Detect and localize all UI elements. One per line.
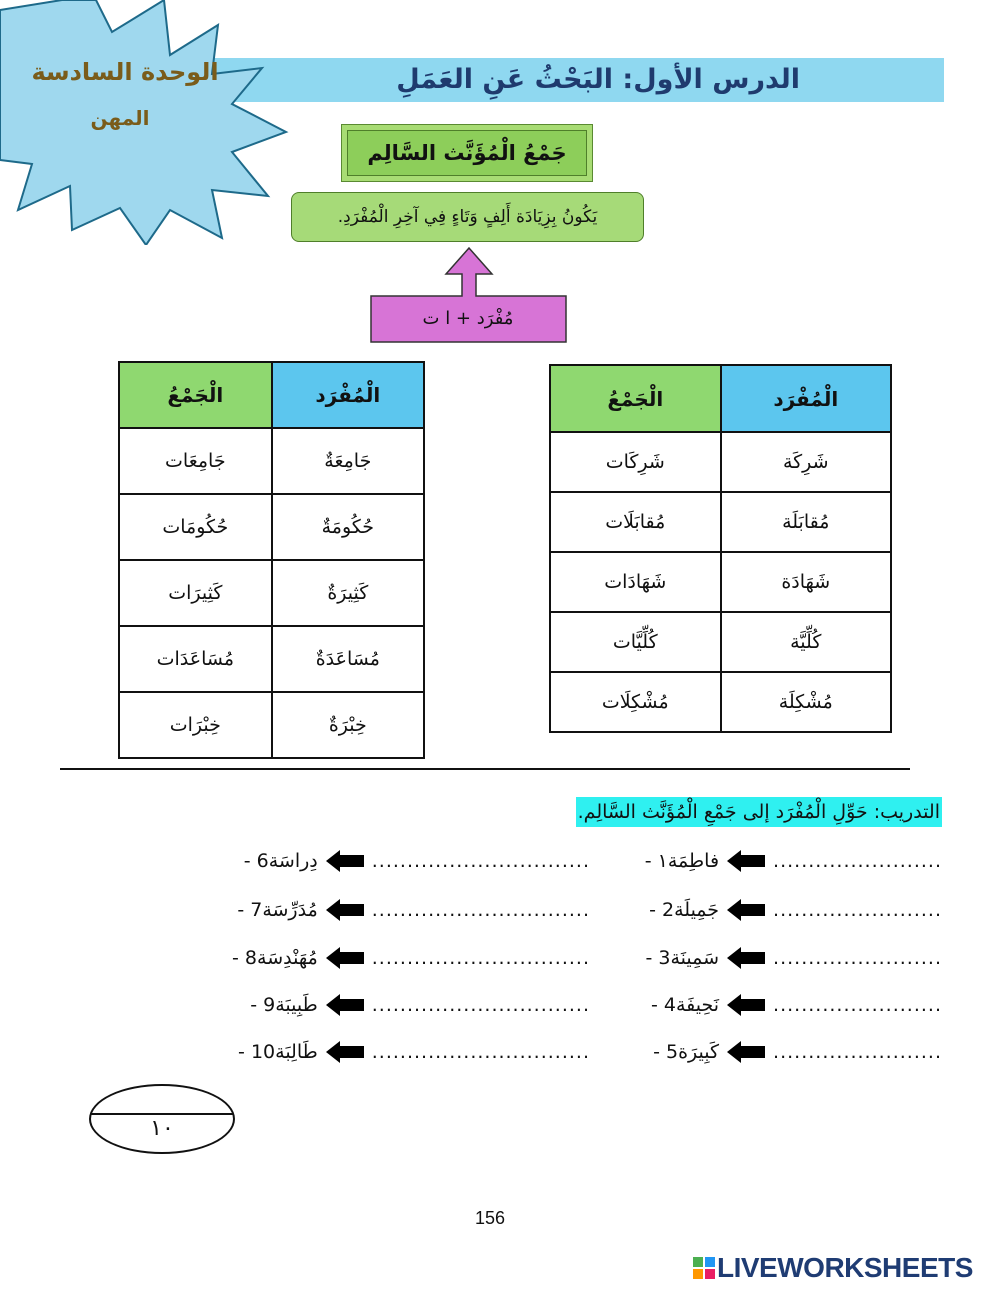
answer-blank[interactable]: ...............................	[371, 899, 590, 921]
singular-cell: حُكُومَةٌ	[272, 494, 424, 560]
left-arrow-icon	[326, 947, 364, 969]
vocab-table-right	[549, 364, 892, 733]
header-singular: الْمُفْرَد	[272, 362, 424, 428]
plural-cell: حُكُومَات	[119, 494, 272, 560]
vocab-table-left	[118, 361, 425, 759]
plural-cell: خِبْرَات	[119, 692, 272, 758]
item-word: دِراسَة	[268, 850, 318, 872]
table-row	[119, 494, 424, 560]
singular-cell: شَهَادَة	[721, 552, 891, 612]
formula-text: مُفْرَد + ا ت	[422, 308, 514, 329]
item-number: 5 -	[653, 1041, 679, 1063]
plural-cell: كَثِيرَات	[119, 560, 272, 626]
rule-text: يَكُونُ بِزِيَادَة أَلِفٍ وَتَاءٍ فِي آخِرِ الْمُفْرَدِ.	[337, 207, 598, 227]
header-plural: الْجَمْعُ	[550, 365, 721, 432]
table-row	[550, 612, 891, 672]
item-word: طَالِبَة	[275, 1041, 318, 1063]
answer-blank[interactable]: ........................	[773, 947, 942, 969]
plural-cell: شَهَادَات	[550, 552, 721, 612]
brand-name: LIVEWORKSHEETS	[717, 1252, 973, 1283]
item-number: 6 -	[243, 850, 269, 872]
plural-cell: مُقابَلَات	[550, 492, 721, 552]
plural-cell: جَامِعَات	[119, 428, 272, 494]
left-arrow-icon	[326, 850, 364, 872]
item-number: 4 -	[650, 994, 676, 1016]
concept-title: جَمْعُ الْمُؤَنَّث السَّالِم	[367, 141, 567, 165]
exercise-item	[244, 989, 590, 1021]
left-arrow-icon	[326, 1041, 364, 1063]
answer-blank[interactable]: ...............................	[371, 947, 590, 969]
header-plural: الْجَمْعُ	[119, 362, 272, 428]
item-number: 8 -	[232, 947, 258, 969]
left-arrow-icon	[727, 850, 765, 872]
left-arrow-icon	[727, 899, 765, 921]
exercise-item	[226, 942, 590, 974]
item-word: مُدَرِّسَة	[262, 899, 318, 921]
table-row	[119, 428, 424, 494]
answer-blank[interactable]: ........................	[773, 1041, 942, 1063]
plural-cell: شَرِكَات	[550, 432, 721, 492]
item-number: 7 -	[237, 899, 263, 921]
left-arrow-icon	[326, 899, 364, 921]
table-row	[119, 626, 424, 692]
item-word: سَمِينَة	[670, 947, 720, 969]
singular-cell: مُشْكِلَة	[721, 672, 891, 732]
table-row	[119, 560, 424, 626]
item-word: طَبِيبَة	[275, 994, 318, 1016]
left-arrow-icon	[727, 947, 765, 969]
item-number: 10 -	[238, 1041, 276, 1063]
item-number: 2 -	[649, 899, 675, 921]
score-total: ١٠	[150, 1116, 174, 1141]
exercise-item	[231, 894, 590, 926]
item-word: نَحِيفَة	[675, 994, 720, 1016]
answer-blank[interactable]: ........................	[773, 899, 942, 921]
item-number: ١ -	[644, 850, 668, 872]
answer-blank[interactable]: ........................	[773, 850, 942, 872]
exercise-item	[238, 845, 590, 877]
exercise-item	[232, 1036, 590, 1068]
singular-cell: شَرِكَة	[721, 432, 891, 492]
singular-cell: خِبْرَةٌ	[272, 692, 424, 758]
section-divider	[60, 768, 910, 770]
exercise-item	[645, 989, 942, 1021]
score-divider-line	[91, 1113, 233, 1115]
left-arrow-icon	[727, 994, 765, 1016]
exercise-title: التدريب: حَوِّلِ الْمُفْرَد إلى جَمْعِ الْمُؤَنَّث السَّالِم.	[576, 797, 942, 827]
table-row	[550, 432, 891, 492]
plural-cell: كُلِّيَّات	[550, 612, 721, 672]
item-word: فاطِمَة	[667, 850, 720, 872]
exercise-item	[639, 942, 942, 974]
exercise-item	[643, 894, 942, 926]
unit-subtitle: المهن	[90, 106, 150, 130]
left-arrow-icon	[727, 1041, 765, 1063]
brand-logo[interactable]	[693, 1251, 973, 1285]
item-word: مُهَنْدِسَة	[257, 947, 318, 969]
exercise-item	[639, 845, 942, 877]
plural-cell: مُسَاعَدَات	[119, 626, 272, 692]
item-word: كَبِيرَة	[678, 1041, 720, 1063]
liveworksheets-logo-icon	[693, 1257, 715, 1279]
answer-blank[interactable]: ...............................	[371, 1041, 590, 1063]
answer-blank[interactable]: ........................	[773, 994, 942, 1016]
answer-blank[interactable]: ...............................	[371, 994, 590, 1016]
left-arrow-icon	[326, 994, 364, 1016]
table-row	[550, 492, 891, 552]
item-number: 3 -	[645, 947, 671, 969]
plural-cell: مُشْكِلَات	[550, 672, 721, 732]
page-number: 156	[474, 1208, 506, 1228]
singular-cell: كَثِيرَةٌ	[272, 560, 424, 626]
table-row	[119, 692, 424, 758]
header-singular: الْمُفْرَد	[721, 365, 891, 432]
exercise-item	[647, 1036, 942, 1068]
singular-cell: مُسَاعَدَةٌ	[272, 626, 424, 692]
table-row	[550, 552, 891, 612]
table-row	[550, 672, 891, 732]
lesson-title: الدرس الأول: البَحْثُ عَنِ العَمَلِ	[396, 64, 800, 95]
item-word: جَمِيلَة	[674, 899, 720, 921]
answer-blank[interactable]: ...............................	[371, 850, 590, 872]
unit-title: الوحدة السادسة	[31, 58, 219, 86]
singular-cell: جَامِعَةٌ	[272, 428, 424, 494]
singular-cell: كُلِّيَّة	[721, 612, 891, 672]
singular-cell: مُقابَلَة	[721, 492, 891, 552]
item-number: 9 -	[250, 994, 276, 1016]
